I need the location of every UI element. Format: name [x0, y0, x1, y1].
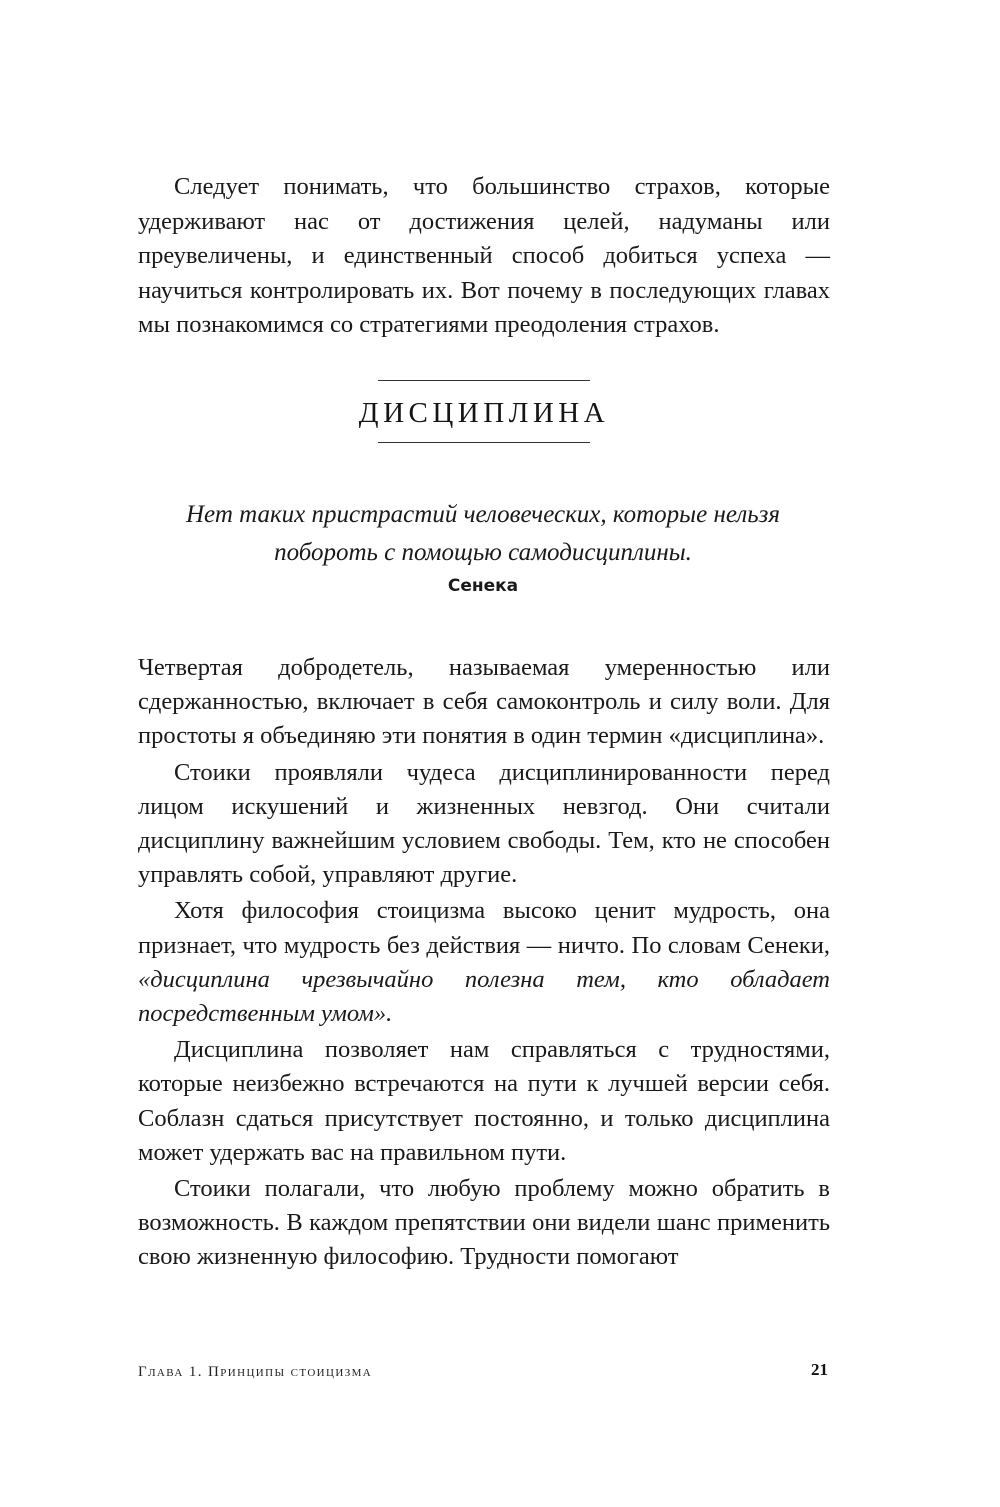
epigraph-quote: Нет таких пристрастий человеческих, которые нельзя побороть с помощью самодисциплины. [186, 501, 780, 566]
paragraph: Стоики полагали, что любую проблему можно обратить в возможность. В каждом препятствии они видели шанс применить свою жизненную философию. Трудности помогают [138, 1175, 830, 1271]
page-number: 21 [811, 1360, 828, 1379]
section-title: ДИСЦИПЛИНА [358, 397, 610, 429]
paragraph: Четвертая добродетель, называемая умеренностью или сдержанностью, включает в себя самоконтроль и силу воли. Для простоты я объединяю эти понятия в один термин «дисциплина». [138, 654, 830, 750]
paragraph-text: Хотя философия стоицизма высоко ценит мудрость, она признает, что мудрость без действия — ничто. По словам Сенеки, [138, 897, 830, 959]
intro-paragraph: Следует понимать, что большинство страхов, которые удерживают нас от достижения целей, надуманы или преувеличены, и единственный способ добиться успеха — научиться контролировать их. Вот почему в последующих главах мы познакомимся со стратегиями преодоления страхов. [138, 173, 830, 338]
epigraph-author: Сенека [447, 576, 519, 596]
running-footer-chapter: Глава 1. Принципы стоицизма [138, 1364, 373, 1380]
heading-rule-bottom [378, 442, 590, 443]
seneca-quote: «дисциплина чрезвычайно полезна тем, кто обладает посредственным умом». [138, 965, 830, 1028]
section-heading [358, 378, 610, 448]
paragraph: Дисциплина позволяет нам справляться с трудностями, которые неизбежно встречаются на пути к лучшей версии себя. Соблазн сдаться присутствует постоянно, и только дисциплина может удержать вас на правильном пути. [138, 1036, 830, 1166]
body-text [138, 651, 830, 1277]
paragraph [138, 894, 830, 1031]
heading-rule-top [378, 380, 590, 381]
paragraph: Стоики проявляли чудеса дисциплинированности перед лицом искушений и жизненных невзгод. Они считали дисциплину важнейшим условием свободы. Тем, кто не способен управлять собой, управляют другие. [138, 758, 830, 889]
